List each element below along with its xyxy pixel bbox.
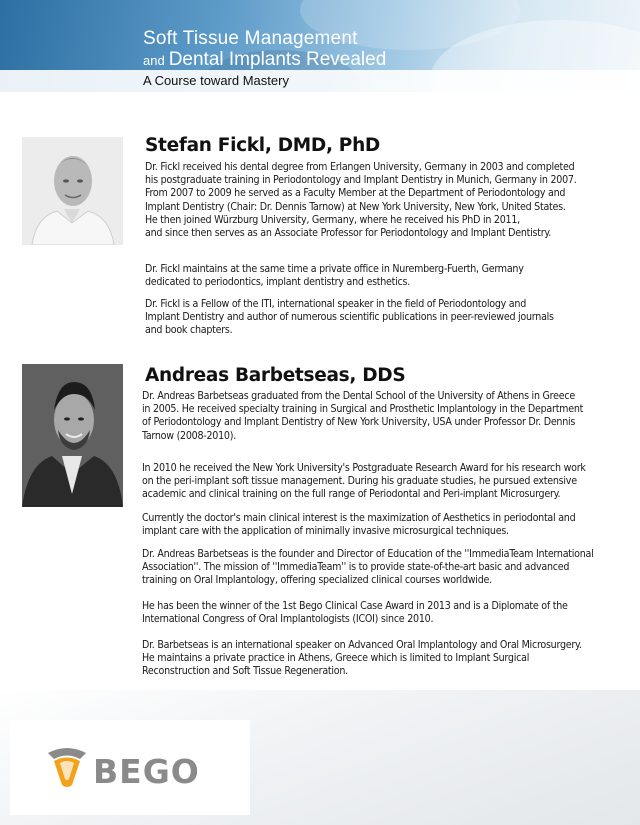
bio-line: Reconstruction and Soft Tissue Regeneration. (142, 665, 348, 678)
bio-line: Dr. Fickl is a Fellow of the ITI, international speaker in the field of Periodontology and (145, 298, 526, 310)
title-and: and (143, 53, 165, 68)
bio-line: academic and clinical training on the full range of Periodontal and Peri-implant Microsurgery. (142, 488, 561, 501)
bio-line: implant care with the application of minimally invasive microsurgical techniques. (142, 525, 509, 538)
bio-line: training on Oral Implantology, offering specialized clinical courses worldwide. (142, 574, 492, 587)
bio-line: He has been the winner of the 1st Bego Clinical Case Award in 2013 and is a Diplomate of the (142, 600, 568, 612)
bio-line: In 2010 he received the New York University's Postgraduate Research Award for his research work (142, 462, 586, 474)
bio-line: Association''. The mission of ''ImmediaTeam'' is to provide state-of-the-art basic and advanced (142, 561, 570, 574)
bio-line: his postgraduate training in Periodontology and Implant Dentistry in Munich, Germany in 2007. (145, 174, 577, 187)
bio-paragraph (145, 263, 524, 289)
bio-line: From 2007 to 2009 he served as a Faculty Member at the Department of Periodontology and (145, 187, 566, 200)
course-subtitle: A Course toward Mastery (143, 73, 289, 88)
bio-line: Dr. Barbetseas is an international speaker on Advanced Oral Implantology and Oral Microsurgery. (142, 639, 582, 651)
bio-line: Tarnow (2008-2010). (142, 429, 236, 442)
person-name: Andreas Barbetseas, DDS (145, 365, 406, 386)
bio-line: He maintains a private practice in Athens, Greece which is limited to Implant Surgical (142, 652, 530, 665)
bio-paragraph (142, 548, 594, 588)
bio-paragraph (142, 512, 575, 538)
person-name: Stefan Fickl, DMD, PhD (145, 135, 380, 156)
bio-line: Implant Dentistry (Chair: Dr. Dennis Tarnow) at New York University, New York, United States. (145, 200, 566, 213)
bego-logo-text: BEGO (93, 752, 200, 791)
bio-paragraph (142, 600, 568, 626)
bio-line: of Periodontology and Implant Dentistry of New York University, USA under Professor Dr. Dennis (142, 416, 576, 429)
bio-line: and since then serves as an Associate Professor for Periodontology and Implant Dentistry. (145, 227, 552, 240)
bio-paragraph (142, 390, 583, 443)
bio-line: Dr. Andreas Barbetseas is the founder and Director of Education of the ''ImmediaTeam International (142, 548, 594, 560)
course-title-line1: Soft Tissue Management (143, 28, 358, 49)
bio-line: He then joined Würzburg University, Germany, where he received his PhD in 2011, (145, 213, 520, 226)
bego-logo-icon (44, 745, 90, 791)
portrait-andreas-barbetseas (22, 364, 123, 507)
portrait-stefan-fickl (22, 137, 123, 245)
bio-line: Implant Dentistry and author of numerous scientific publications in peer-reviewed journals (145, 311, 554, 324)
bio-paragraph (142, 462, 586, 502)
bio-line: Dr. Fickl maintains at the same time a private office in Nuremberg-Fuerth, Germany (145, 263, 524, 275)
bio-line: International Congress of Oral Implantologists (ICOI) since 2010. (142, 613, 434, 626)
bio-line: Currently the doctor's main clinical interest is the maximization of Aesthetics in periodontal and (142, 512, 576, 524)
bio-line: Dr. Fickl received his dental degree from Erlangen University, Germany in 2003 and completed (145, 161, 575, 173)
title-line2-text: Dental Implants Revealed (168, 49, 387, 70)
bio-line: and book chapters. (145, 324, 233, 337)
bio-line: Dr. Andreas Barbetseas graduated from the Dental School of the University of Athens in Greece (142, 390, 575, 402)
bio-line: in 2005. He received specialty training in Surgical and Prosthetic Implantology in the Department (142, 403, 584, 416)
bio-line: on the peri-implant soft tissue management. During his graduate studies, he pursued extensive (142, 475, 577, 488)
course-title-line2 (143, 49, 386, 71)
banner-band (0, 70, 640, 92)
bio-line: dedicated to periodontics, implant dentistry and esthetics. (145, 276, 411, 289)
bio-paragraph (145, 161, 576, 240)
bio-paragraph (145, 298, 554, 338)
bio-paragraph (142, 639, 582, 679)
